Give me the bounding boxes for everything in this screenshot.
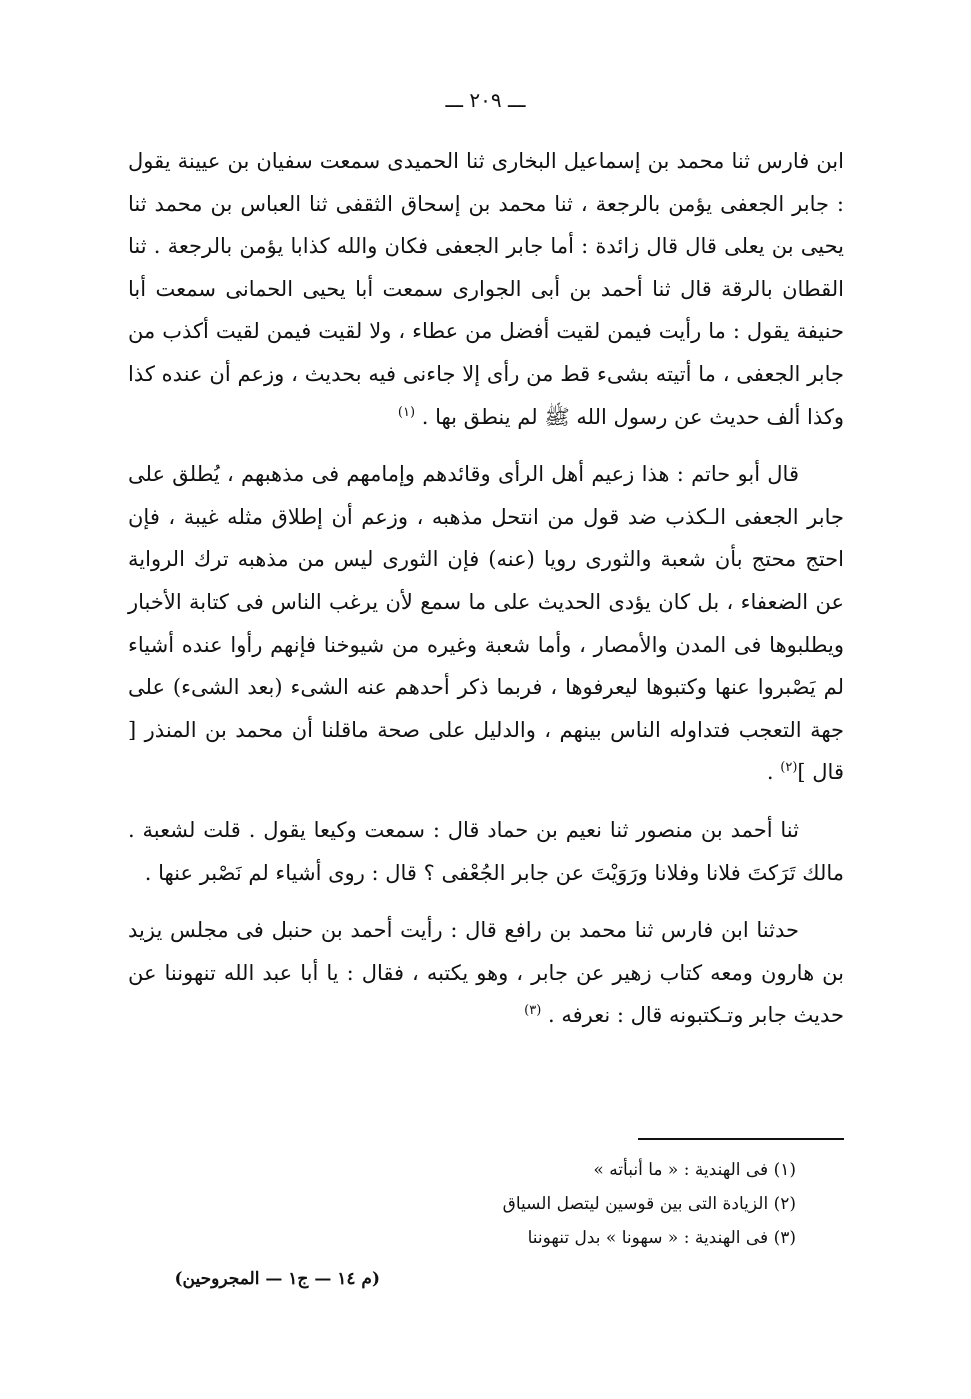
- paragraph-1: [128, 140, 844, 438]
- signature-mark: (م ١٤ — ج١ — المجروحين): [174, 1269, 380, 1289]
- footnote-2: (٢) الزيادة التى بين قوسين ليتصل السياق: [502, 1194, 796, 1214]
- footnote-divider: [638, 1138, 844, 1140]
- paragraph-2: قال أبو حاتم : هذا زعيم أهل الرأى وقائدهم وإمامهم فى مذهبهم ، يُطلق على جابر الجعفى الـكذب ضد قول من انتحل مذهبه ، وزعم أن إطلاق مثله غيبة ، فإن احتج محتج بأن شعبة والثورى رويا (عنه) فإن الثورى ليس من مذهبه ترك الرواية عن الضعفاء ، بل كان يؤدى الحديث على ما سمع لأن يرغب الناس فى كتابة الأخبار ويطلبوها فى المدن والأمصار ، وأما شعبة وغيره من شيوخنا فإنهم رأوا عنده أشياء لم يَصْبروا عنها وكتبوها ليعرفوها ، فربما ذكر أحدهم عنه الشىء (بعد الشىء) على جهة التعجب فتداوله الناس بينهم ، والدليل على صحة ماقلنا أن محمد بن المنذر [ قال ]$^{(٢)}$ .: [128, 462, 844, 785]
- paragraph-2-text: قال أبو حاتم : هذا زعيم أهل الرأى وقائدهم وإمامهم فى مذهبهم ، يُطلق على جابر الجعفى الـكذب ضد قول من انتحل مذهبه ، وزعم أن إطلاق مثله غيبة ، فإن احتج محتج بأن شعبة والثورى رويا (عنه) فإن الثورى ليس من مذهبه ترك الرواية عن الضعفاء ، بل كان يؤدى الحديث على ما سمع لأن يرغب الناس فى كتابة الأخبار ويطلبوها فى المدن والأمصار ، وأما شعبة وغيره من شيوخنا فإنهم رأوا عنده أشياء لم يَصْبروا عنها وكتبوها ليعرفوها ، فربما ذكر أحدهم عنه الشىء (بعد الشىء) على جهة التعجب فتداوله الناس بينهم ، والدليل على صحة ماقلنا أن محمد بن المنذر [ قال ]: [128, 462, 844, 785]
- paragraph-3: ثنا أحمد بن منصور ثنا نعيم بن حماد قال : سمعت وكيعا يقول . قلت لشعبة . مالك تَرَكتَ فلانا وفلانا ورَوَيْتَ عن جابر الجُعْفى ؟ قال : روى أشياء لم نَصْبر عنها .: [128, 817, 844, 885]
- paragraph-4: [128, 909, 844, 1037]
- footnote-ref-1: (١): [397, 404, 416, 420]
- footnote-ref-3: (٣): [524, 1003, 542, 1019]
- footnote-ref-2: (٢): [780, 760, 798, 776]
- footnote-3: (٣) فى الهندية : « سهونا » بدل تنهوننا: [527, 1228, 796, 1248]
- paragraph-4-text: حدثنا ابن فارس ثنا محمد بن رافع قال : رأيت أحمد بن حنبل فى مجلس يزيد بن هارون ومعه كتاب زهير عن جابر ، وهو يكتبه ، فقال : يا أبا عبد الله تنهوننا عن حديث جابر وتـكتبونه قال : نعرفه .: [128, 918, 844, 1028]
- footnote-1: (١) فى الهندية : « ما أنبأته »: [593, 1160, 796, 1180]
- paragraph-1-text: ابن فارس ثنا محمد بن إسماعيل البخارى ثنا الحميدى سمعت سفيان بن عيينة يقول : جابر الجعفى يؤمن بالرجعة ، ثنا محمد بن إسحاق الثقفى ثنا العباس بن محمد ثنا يحيى بن يعلى قال قال زائدة : أما جابر الجعفى فكان والله كذابا يؤمن بالرجعة . ثنا القطان بالرقة قال ثنا أحمد بن أبى الجوارى سمعت أبا يحيى الحمانى سمعت أبا حنيفة يقول : ما رأيت فيمن لقيت أفضل من عطاء ، ولا لقيت فيمن لقيت أكذب من جابر الجعفى ، ما أتيته بشىء قط من رأى إلا جاءنى فيه بحديث ، وزعم أن عنده كذا وكذا ألف حديث عن رسول الله ﷺ لم ينطق بها .: [128, 149, 844, 429]
- footnotes: [440, 1153, 796, 1255]
- page-number: ـــ ٢٠٩ ـــ: [445, 88, 526, 112]
- main-text: [128, 140, 844, 1037]
